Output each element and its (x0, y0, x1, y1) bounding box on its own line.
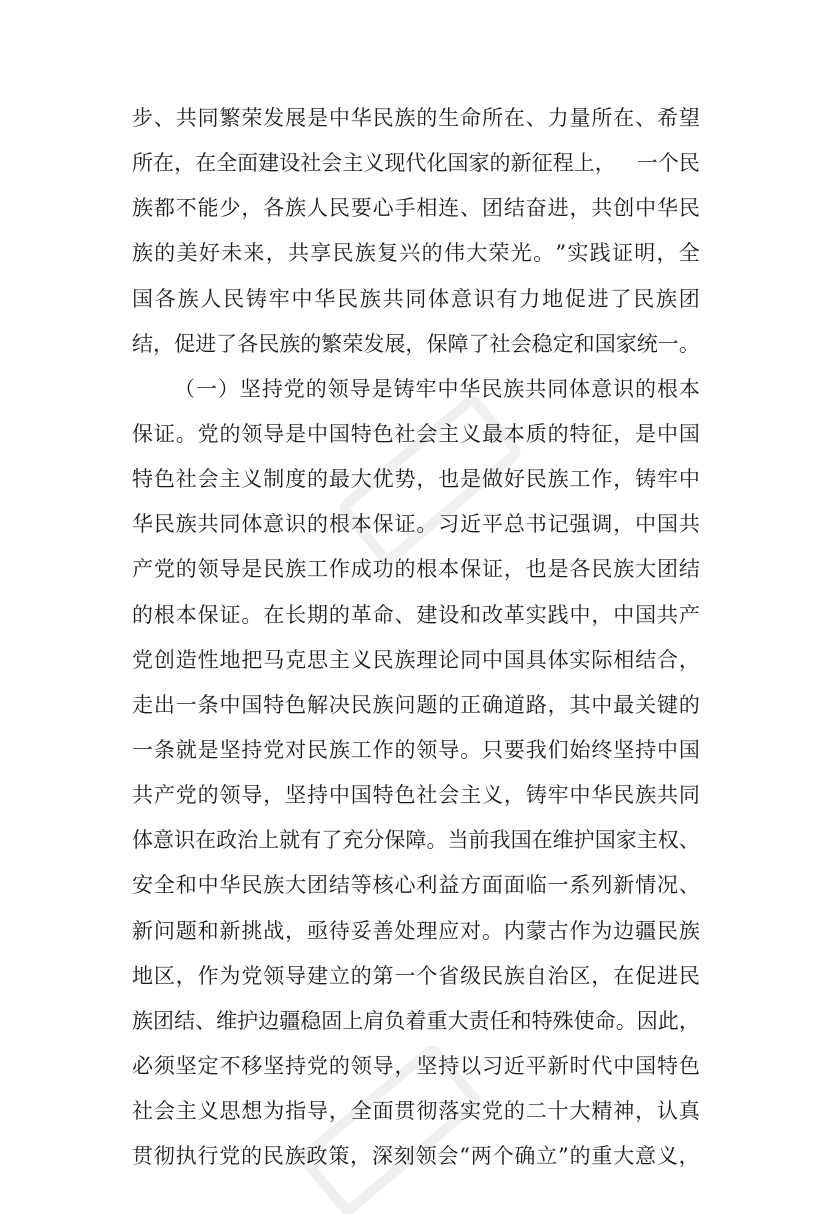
text-line: 产 党 的 领 导 是 民 族 工 作 成 功 的 根 本 保 证 ， 也 是 各 民 族 大 团 结 (132, 557, 700, 582)
text-line: 地 区 ， 作 为 党 领 导 建 立 的 第 一 个 省 级 民 族 自 治 区 ， 在 促 进 民 (132, 963, 700, 988)
text-line: 国 各 族 人 民 铸 牢 中 华 民 族 共 同 体 意 识 有 力 地 促 进 了 民 族 团 (132, 286, 700, 311)
text-line: 体 意 识 在 政 治 上 就 有 了 充 分 保 障 。 当 前 我 国 在 维 护 国 家 主 权 、 (132, 828, 700, 853)
text-line: 结 ， 促 进 了 各 民 族 的 繁 荣 发 展 ， 保 障 了 社 会 稳 定 和 国 家 统 一 。 (132, 331, 700, 356)
text-line: 党 创 造 性 地 把 马 克 思 主 义 民 族 理 论 同 中 国 具 体 实 际 相 结 合 ， (132, 647, 700, 672)
text-line: 安 全 和 中 华 民 族 大 团 结 等 核 心 利 益 方 面 面 临 一 系 列 新 情 况 、 (132, 873, 700, 898)
text-line: 新 问 题 和 新 挑 战 ， 亟 待 妥 善 处 理 应 对 。 内 蒙 古 作 为 边 疆 民 族 (132, 918, 700, 943)
text-line: 社 会 主 义 思 想 为 指 导 ， 全 面 贯 彻 落 实 党 的 二 十 大 精 神 ， 认 真 (132, 1099, 700, 1124)
text-line: 走 出 一 条 中 国 特 色 解 决 民 族 问 题 的 正 确 道 路 ， 其 中 最 关 键 的 (132, 692, 700, 717)
text-line: 步 、 共 同 繁 荣 发 展 是 中 华 民 族 的 生 命 所 在 、 力 量 所 在 、 希 望 (132, 106, 700, 130)
text-line: 特 色 社 会 主 义 制 度 的 最 大 优 势 ， 也 是 做 好 民 族 工 作 ， 铸 牢 中 (132, 467, 700, 492)
text-line: 华 民 族 共 同 体 意 识 的 根 本 保 证 。 习 近 平 总 书 记 强 调 ， 中 国 共 (132, 512, 700, 537)
text-line: 保 证 。 党 的 领 导 是 中 国 特 色 社 会 主 义 最 本 质 的 特 征 ， 是 中 国 (132, 421, 700, 446)
body-text (132, 96, 700, 1179)
text-line: 的 根 本 保 证 。 在 长 期 的 革 命 、 建 设 和 改 革 实 践 中 ， 中 国 共 产 (132, 602, 700, 627)
text-line: 族 都 不 能 少 ， 各 族 人 民 要 心 手 相 连 、 团 结 奋 进 ， 共 创 中 华 民 (132, 196, 700, 221)
text-line: 贯 彻 执 行 党 的 民 族 政 策 ， 深 刻 领 会 “ 两 个 确 立 ” 的 重 大 意 义 ， (132, 1144, 700, 1169)
text-line: 所 在 ， 在 全 面 建 设 社 会 主 义 现 代 化 国 家 的 新 征 程 上 ， 一 个 民 (132, 151, 700, 176)
text-line: 族 团 结 、 维 护 边 疆 稳 固 上 肩 负 着 重 大 责 任 和 特 殊 使 命 。 因 此 ， (132, 1008, 700, 1033)
section-heading-line: （ 一 ） 坚 持 党 的 领 导 是 铸 牢 中 华 民 族 共 同 体 意 识 的 根 本 (174, 376, 700, 401)
text-line: 必 须 坚 定 不 移 坚 持 党 的 领 导 ， 坚 持 以 习 近 平 新 时 代 中 国 特 色 (132, 1053, 700, 1078)
text-line: 一 条 就 是 坚 持 党 对 民 族 工 作 的 领 导 。 只 要 我 们 始 终 坚 持 中 国 (132, 737, 700, 762)
text-line: 共 产 党 的 领 导 ， 坚 持 中 国 特 色 社 会 主 义 ， 铸 牢 中 华 民 族 共 同 (132, 783, 700, 808)
text-line: 族 的 美 好 未 来 ， 共 享 民 族 复 兴 的 伟 大 荣 光 。 ” 实 践 证 明 ， 全 (132, 241, 700, 266)
